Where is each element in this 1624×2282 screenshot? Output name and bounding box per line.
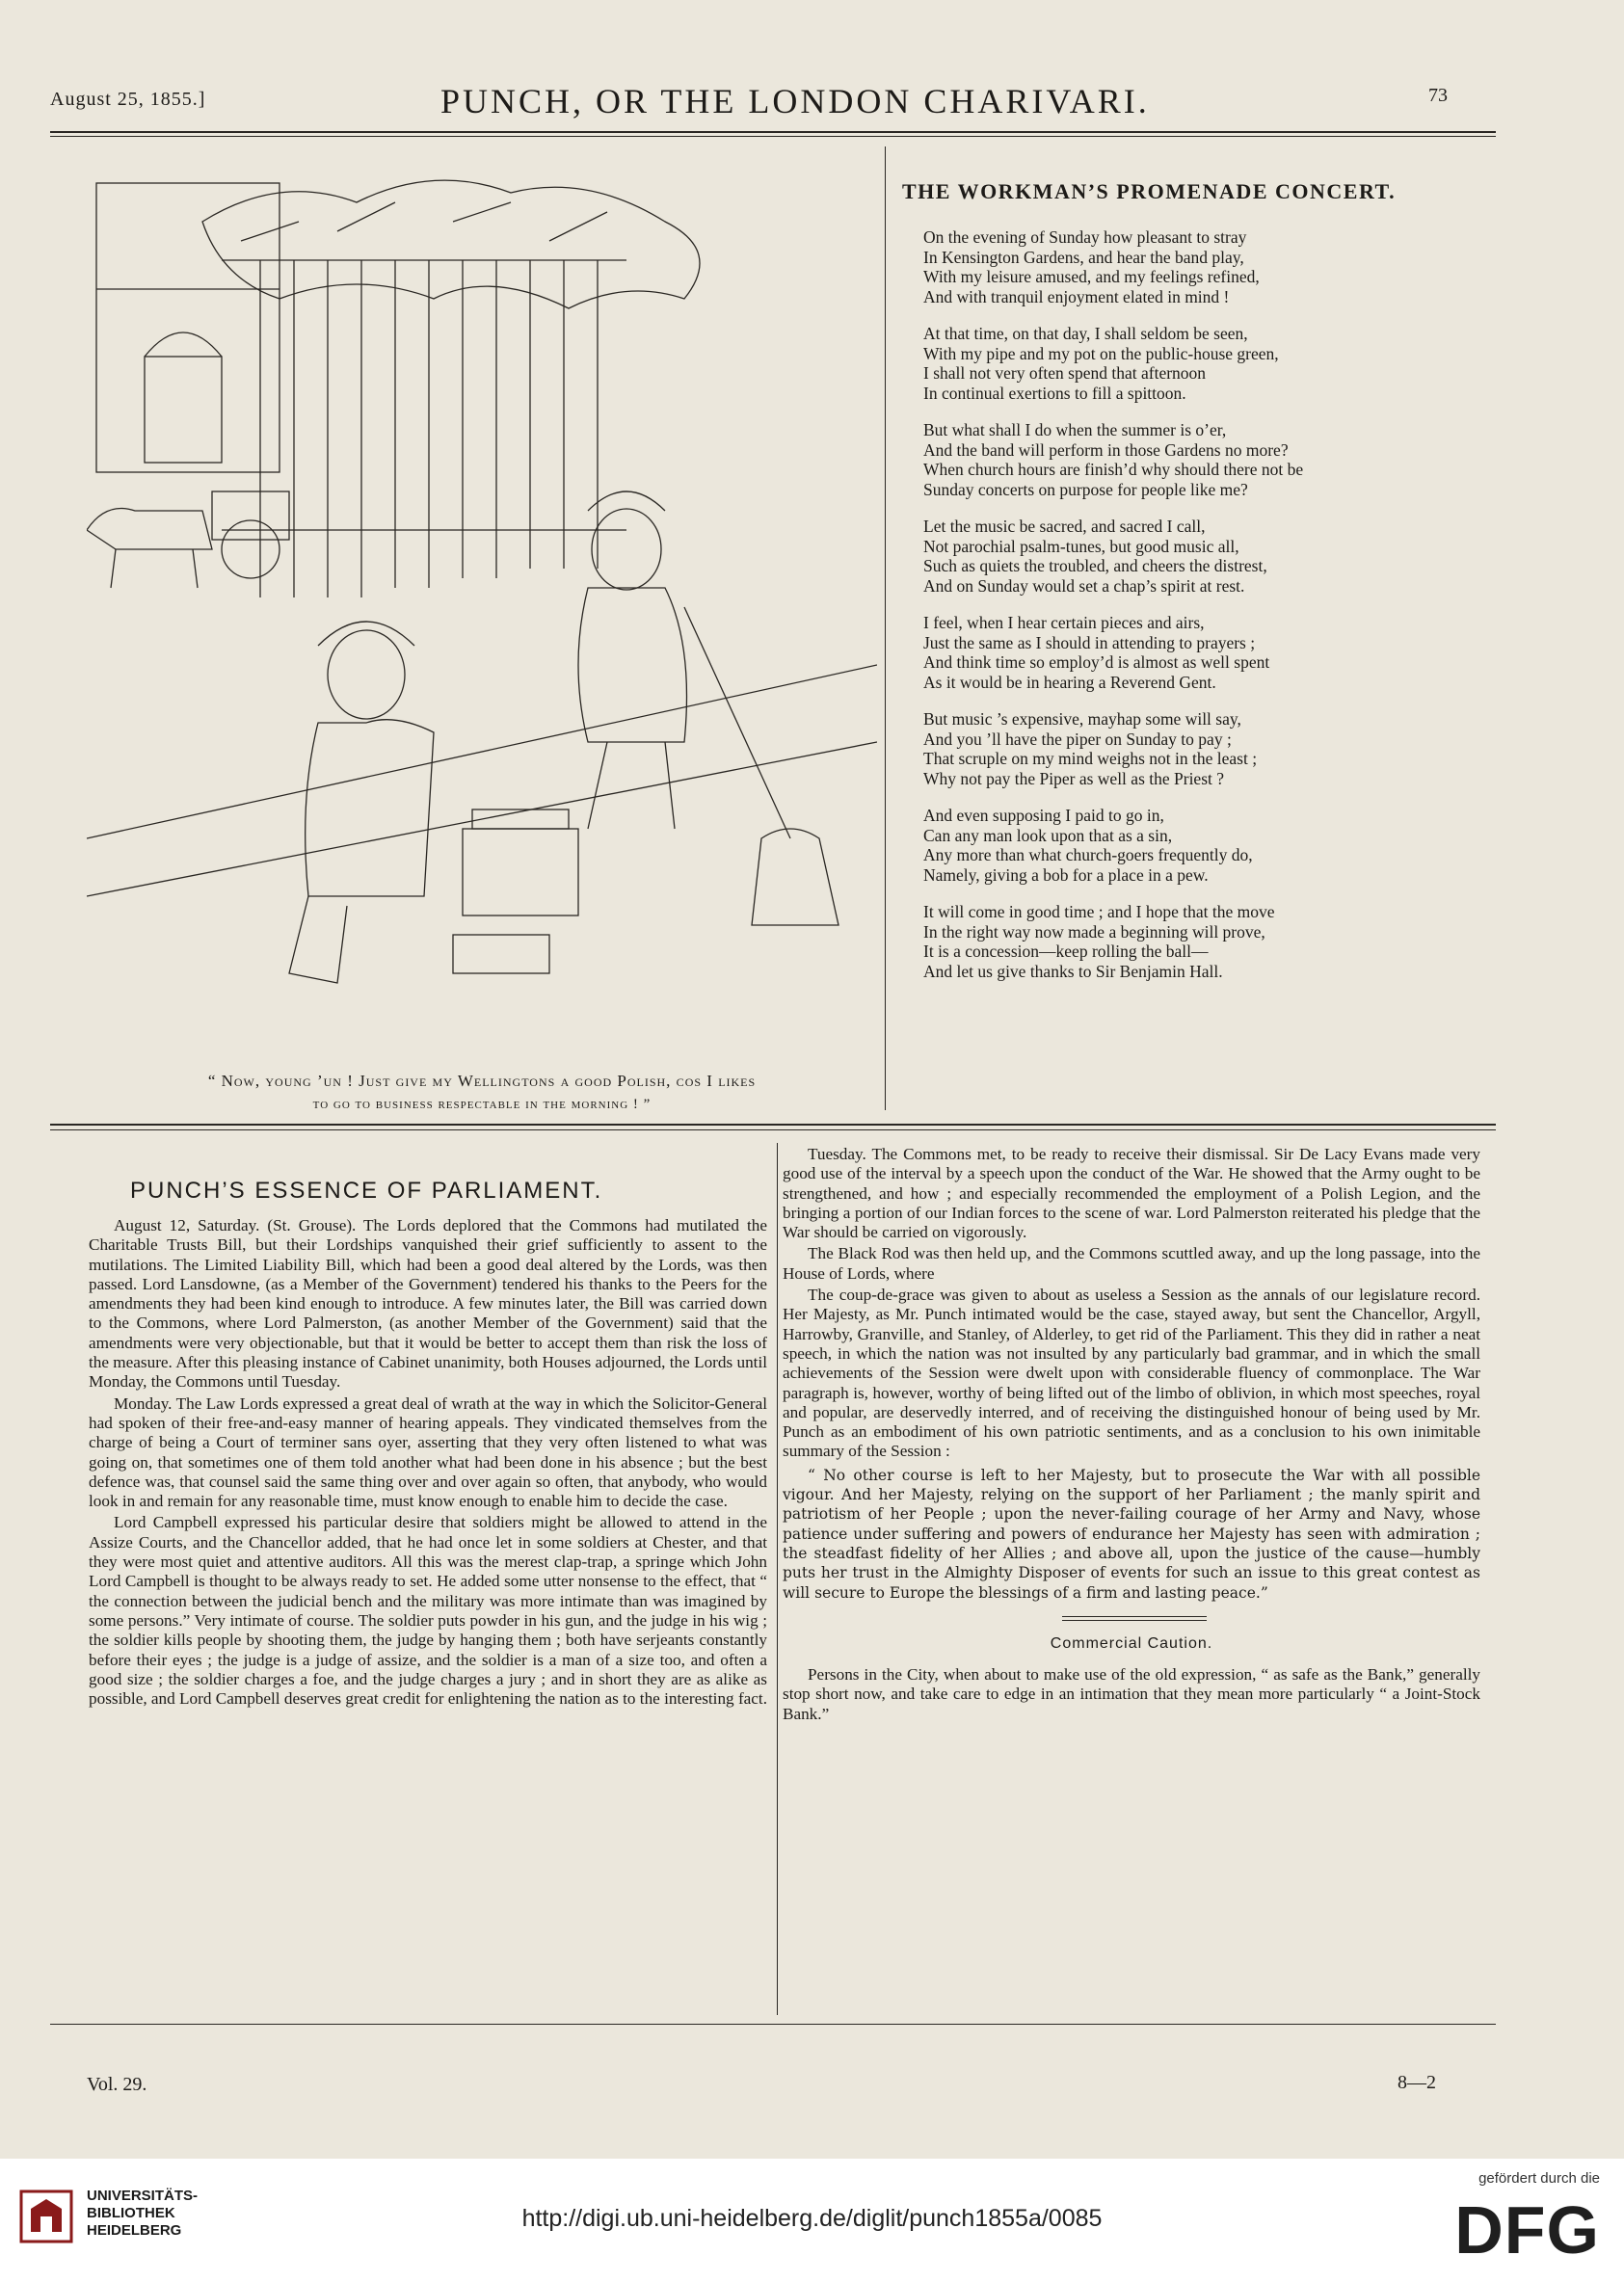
essence-paragraph: August 12, Saturday. (St. Grouse). The Lords deplored that the Commons had mutilated the Charitable Trusts Bill, but their Lordships vanquished their grief sufficiently to assent to the mutilations. The Limited Liability Bill, which had been a good deal altered by the Lords, was then passed. Lord Lansdowne, (as a Member of the Government) tendered his thanks to the Peers for the amendments they had been kind enough to introduce. A few minutes later, the Bill was carried down to the Commons, where Lord Palmerston, (as another Member of the Government) said that the amendments were very objectionable, but that it would be better to accept them than risk the loss of the measure. After this pleasing instance of Cabinet unanimity, both Houses adjourned, the Lords until Monday, the Commons until Tuesday.: [89, 1216, 767, 1392]
signature-mark: 8—2: [1398, 2072, 1436, 2093]
poem-body: [923, 227, 1502, 998]
poem-line: In continual exertions to fill a spittoon.: [923, 383, 1186, 403]
illustration-caption: [96, 1070, 867, 1116]
poem-line: As it would be in hearing a Reverend Gent.: [923, 672, 1216, 692]
dfg-logo: DFG: [1454, 2192, 1600, 2268]
iron-railing: [222, 260, 626, 597]
header-rule: [50, 131, 1496, 133]
caption-line: “ Now, young ’un ! Just give my Wellingtons a good Polish, cos I likes: [207, 1072, 757, 1090]
poem-stanza: [923, 613, 1502, 692]
poem-stanza: [923, 227, 1502, 306]
poem-stanza: [923, 806, 1502, 885]
library-name-line: BIBLIOTHEK: [87, 2205, 175, 2221]
poem-line: That scruple on my mind weighs not in the least ;: [923, 749, 1258, 768]
horse-cab: [87, 491, 289, 588]
poem-stanza: [923, 324, 1502, 403]
footer-rule: [50, 2024, 1496, 2025]
source-url-link[interactable]: http://digi.ub.uni-heidelberg.de/diglit/punch1855a/0085: [521, 2205, 1103, 2232]
essence-right-paragraphs: [783, 1145, 1480, 1462]
poem-line: In the right way now made a beginning will prove,: [923, 921, 1265, 942]
column-divider: [777, 1143, 778, 2015]
poem-line: But what shall I do when the summer is o’er,: [923, 420, 1227, 439]
essence-paragraph: The Black Rod was then held up, and the Commons scuttled away, and up the long passage, into the House of Lords, where: [783, 1244, 1480, 1283]
poem-line: With my pipe and my pot on the public-house green,: [923, 343, 1279, 363]
funding-note: gefördert durch die: [1478, 2170, 1600, 2187]
poem-line: And think time so employ’d is almost as well spent: [923, 652, 1270, 672]
library-name-line: HEIDELBERG: [87, 2222, 182, 2239]
essence-title: PUNCH’S ESSENCE OF PARLIAMENT.: [130, 1178, 603, 1204]
essence-paragraph: Monday. The Law Lords expressed a great deal of wrath at the way in which the Solicitor-General had spoken of their free-and-easy manner of hearing appeals. They vindicated themselves from the charge of being a Court of terminer sans oyer, asserting that they very often listened to what was going on, that sometimes one of them told another what had been done in his absence ; but the best defence was, that counsel said the same thing over and over again so often, that anybody, who would look in and remain for any reasonable time, must know enough to enable him to decide the case.: [89, 1393, 767, 1511]
volume-label: Vol. 29.: [87, 2074, 147, 2095]
essence-left-column: [89, 1216, 767, 1709]
poem-line: And the band will perform in those Gardens no more?: [923, 439, 1289, 460]
commercial-caution-text: Persons in the City, when about to make use of the old expression, “ as safe as the Bank,” generally stop short now, and take care to edge in an intimation that they mean more particularly “ a Joint-Stock Bank.”: [783, 1665, 1480, 1723]
section-rule-thin: [50, 1129, 1496, 1130]
poem-line: It is a concession—keep rolling the ball—: [923, 942, 1209, 961]
essence-right-column: [783, 1145, 1480, 1724]
header-date: August 25, 1855.]: [50, 89, 206, 110]
poem-line: With my leisure amused, and my feelings refined,: [923, 267, 1260, 286]
poem-stanza: [923, 517, 1502, 596]
shoeblack-box: [453, 809, 578, 973]
poem-line: Such as quiets the troubled, and cheers the distrest,: [923, 556, 1267, 575]
poem-line: Just the same as I should in attending to prayers ;: [923, 632, 1256, 652]
column-divider-top: [885, 146, 886, 1110]
header-title: PUNCH, OR THE LONDON CHARIVARI.: [440, 82, 1150, 120]
poem-line: Why not pay the Piper as well as the Priest ?: [923, 768, 1225, 788]
poem-line: It will come in good time ; and I hope that the move: [923, 902, 1275, 921]
poem-stanza: [923, 420, 1502, 499]
poem-line: At that time, on that day, I shall seldom be seen,: [923, 324, 1248, 343]
page-header: [50, 81, 1496, 129]
poem-stanza: [923, 902, 1502, 981]
divider-short: [1062, 1616, 1207, 1617]
divider-short: [1062, 1620, 1207, 1621]
poem-line: Namely, giving a bob for a place in a pew.: [923, 864, 1209, 885]
poem-line: Not parochial psalm-tunes, but good music all,: [923, 536, 1239, 556]
cartoon-illustration: [87, 164, 877, 1050]
standing-boy-with-broom: [578, 491, 839, 925]
page-number: 73: [1428, 85, 1448, 106]
poem-line: When church hours are finish’d why should there not be: [923, 460, 1304, 479]
library-name-line: UNIVERSITÄTS-: [87, 2188, 199, 2204]
poem-line: On the evening of Sunday how pleasant to stray: [923, 227, 1247, 247]
essence-paragraph: Lord Campbell expressed his particular desire that soldiers might be allowed to attend in the Assize Courts, and the Chancellor added, that he had once let in some soldiers at Chester, and that they were most quiet and attentive auditors. All this was the merest clap-trap, a springe which John Lord Campbell is thought to be always ready to set. He added some utter nonsense to the effect, that “ the connection between the judicial bench and the military was more intimate than was imagined by some persons.” Very intimate of course. The soldier puts powder in his gun, and the judge in his wig ; the soldier kills people by shooting them, the judge by hanging them ; both have serjeants constantly before their eyes ; the judge is a judge of assize, and the soldier is a man of a size too, and often a good size ; the soldier charges a foe, and the judge charges a jury ; and in short they are as alike as possible, and Lord Campbell deserves great credit for enlightening the nation as to the interesting fact.: [89, 1513, 767, 1709]
caption-line: to go to business respectable in the morning ! ”: [312, 1097, 652, 1112]
archive-footer-bar: [0, 2159, 1624, 2282]
poem-stanza: [923, 709, 1502, 788]
section-rule: [50, 1124, 1496, 1126]
poem-line: In Kensington Gardens, and hear the band play,: [923, 247, 1244, 267]
poem-line: I feel, when I hear certain pieces and airs,: [923, 613, 1205, 632]
poem-title: THE WORKMAN’S PROMENADE CONCERT.: [902, 179, 1397, 203]
poem-line: Any more than what church-goers frequently do,: [923, 845, 1253, 864]
background-house: [96, 183, 280, 472]
poem-line: Can any man look upon that as a sin,: [923, 825, 1173, 845]
queens-speech-quote: “ No other course is left to her Majesty, but to prosecute the War with all possible vigour. And her Majesty, relying on the support of her Parliament ; the manly spirit and patriotism of her People ; upon the never-failing courage of her Army and Navy, whose patience under suffering and powers of endurance her Majesty has seen with admiration ; the steadfast fidelity of her Allies ; and above all, upon the justice of the cause—humbly puts her trust in the Almighty Disposer of events for such an issue to this great contest as will secure to Europe the blessings of a firm and lasting peace.”: [783, 1466, 1480, 1602]
poem-line: And with tranquil enjoyment elated in mind !: [923, 286, 1230, 306]
poem-line: Sunday concerts on purpose for people like me?: [923, 479, 1248, 499]
poem-line: And let us give thanks to Sir Benjamin Hall.: [923, 961, 1223, 981]
poem-line: And on Sunday would set a chap’s spirit at rest.: [923, 575, 1245, 596]
poem-line: And even supposing I paid to go in,: [923, 806, 1164, 825]
header-rule-thin: [50, 136, 1496, 137]
poem-line: But music ’s expensive, mayhap some will say,: [923, 709, 1241, 729]
poem-line: Let the music be sacred, and sacred I call,: [923, 517, 1206, 536]
sitting-bootblack-boy: [289, 622, 434, 983]
commercial-caution-title: Commercial Caution.: [1050, 1634, 1213, 1652]
essence-paragraph: The coup-de-grace was given to about as useless a Session as the annals of our legislature record. Her Majesty, as Mr. Punch intimated would be the case, stayed away, but sent the Chancellor, Argyll, Harrowby, Granville, and Stanley, of Alderley, to get rid of the Parliament. This they did in rather a neat speech, in which the nation was not insulted by any particularly bad grammar, and in which the small achievements of the Session were dwelt upon with considerable fluency of commonplace. The War paragraph is, however, worthy of being lifted out of the limbo of oblivion, in which most speeches, royal and popular, are deservedly interred, and of receiving the distinguished honour of being used by Mr. Punch as an embodiment of his own patriotic sentiments, and as a conclusion to his own inimitable summary of the Session :: [783, 1286, 1480, 1461]
poem-line: And you ’ll have the piper on Sunday to pay ;: [923, 729, 1232, 749]
essence-paragraph: Tuesday. The Commons met, to be ready to receive their dismissal. Sir De Lacy Evans made very good use of the interval by a speech upon the conduct of the War. He showed that the Army ought to be strengthened, and how ; and especially recommended the employment of a Polish Legion, and the bringing a portion of our Indian forces to the scene of war. Lord Palmerston reiterated his pledge that the War should be carried on vigorously.: [783, 1145, 1480, 1242]
poem-line: I shall not very often spend that afternoon: [923, 363, 1207, 383]
